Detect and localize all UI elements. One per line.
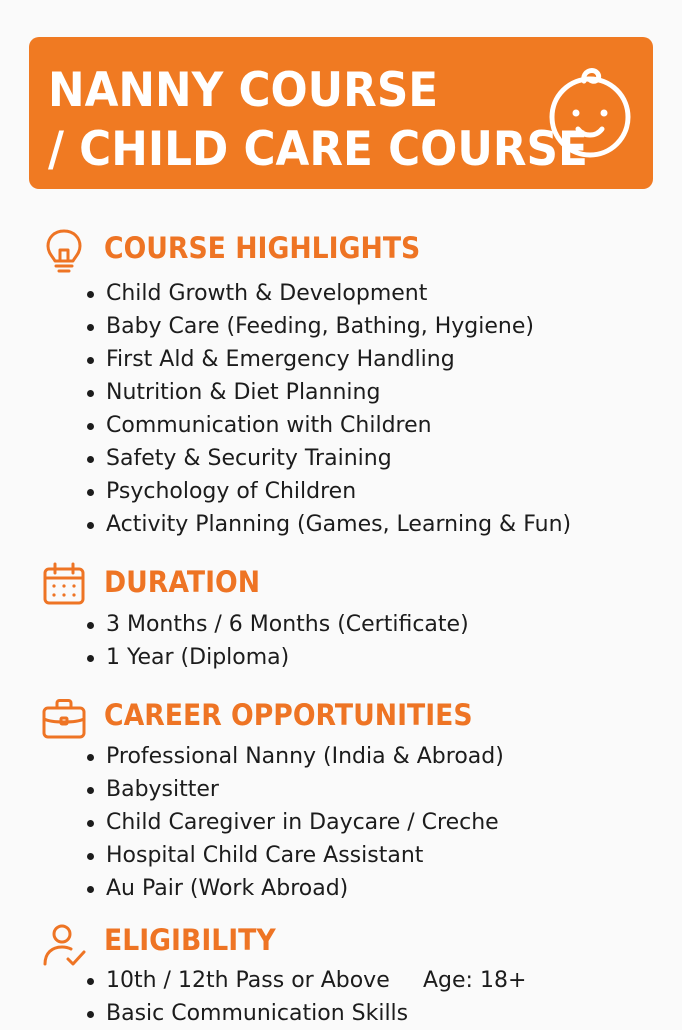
list-item: 1 Year (Diploma) <box>84 641 469 674</box>
list-item: Child Growth & Development <box>84 277 571 310</box>
highlights-list <box>84 277 571 541</box>
person-check-icon <box>40 921 88 969</box>
list-item: Nutrition & Diet Planning <box>84 376 571 409</box>
list-item: Child Caregiver in Daycare / Creche <box>84 806 504 839</box>
title-line-2: / CHILD CARE COURSE <box>48 122 588 177</box>
list-item: Au Pair (Work Abroad) <box>84 872 504 905</box>
list-item: First Ald & Emergency Handling <box>84 343 571 376</box>
career-list <box>84 740 504 905</box>
age-requirement: Age: 18+ <box>423 968 527 993</box>
eligibility-list <box>84 964 527 1030</box>
section-title-highlights: COURSE HIGHLIGHTS <box>104 231 421 265</box>
baby-face-icon <box>538 61 642 165</box>
title-line-1: NANNY COURSE <box>48 63 439 118</box>
section-title-eligibility: ELIGIBILITY <box>104 923 276 957</box>
duration-list <box>84 608 469 674</box>
briefcase-icon <box>40 695 88 743</box>
title-banner <box>29 37 653 189</box>
list-item: Hospital Child Care Assistant <box>84 839 504 872</box>
page-title <box>48 61 588 179</box>
eligibility-qualification: 10th / 12th Pass or Above <box>106 968 390 993</box>
list-item: Safety & Security Training <box>84 442 571 475</box>
list-item: Basic Communication Skills <box>84 997 408 1030</box>
list-item: Psychology of Children <box>84 475 571 508</box>
calendar-icon <box>40 560 88 608</box>
lightbulb-icon <box>40 226 88 274</box>
list-item <box>84 964 527 997</box>
list-item: Babysitter <box>84 773 504 806</box>
list-item: Activity Planning (Games, Learning & Fun) <box>84 508 571 541</box>
list-item: Baby Care (Feeding, Bathing, Hygiene) <box>84 310 571 343</box>
section-title-duration: DURATION <box>104 565 261 599</box>
section-title-career: CAREER OPPORTUNITIES <box>104 698 473 732</box>
list-item: Professional Nanny (India & Abroad) <box>84 740 504 773</box>
list-item: Communication with Children <box>84 409 571 442</box>
list-item: 3 Months / 6 Months (Certificate) <box>84 608 469 641</box>
